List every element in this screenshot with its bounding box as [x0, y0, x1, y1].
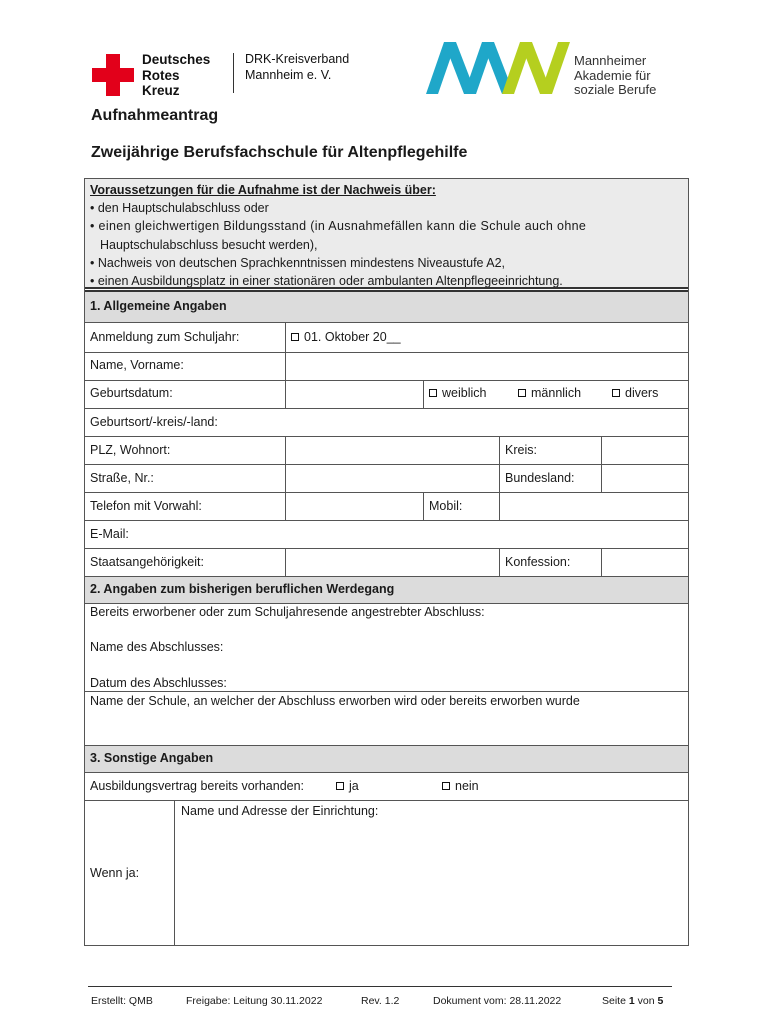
bundesland-label: Bundesland:: [505, 471, 575, 485]
checkbox-icon[interactable]: [336, 782, 344, 790]
telefon-field[interactable]: [286, 493, 423, 519]
logo-divider: [233, 53, 234, 93]
vertrag-label: Ausbildungsvertrag bereits vorhanden:: [90, 779, 305, 793]
drk-logo-text: Deutsches Rotes Kreuz: [142, 52, 211, 98]
gender-divers[interactable]: divers: [612, 386, 658, 400]
kreis-field[interactable]: [602, 437, 686, 463]
strasse-label: Straße, Nr.:: [90, 471, 154, 485]
anmeldung-option[interactable]: 01. Oktober 20__: [291, 330, 401, 344]
geburtsort-field[interactable]: [245, 409, 685, 435]
requirements-box: [85, 179, 688, 289]
telefon-label: Telefon mit Vorwahl:: [90, 499, 202, 513]
footer-dokument-datum: Dokument vom: 28.11.2022: [433, 995, 562, 1007]
requirements-heading: Voraussetzungen für die Aufnahme ist der Nachweis über:: [90, 183, 436, 197]
einrichtung-field[interactable]: [177, 823, 685, 941]
bundesland-field[interactable]: [602, 465, 686, 491]
konfession-field[interactable]: [602, 549, 686, 575]
email-label: E-Mail:: [90, 527, 129, 541]
document-subtitle: Zweijährige Berufsfachschule für Altenpflegehilfe: [91, 144, 468, 161]
section-2-header: 2. Angaben zum bisherigen beruflichen Werdegang: [85, 577, 688, 603]
requirement-item: • den Hauptschulabschluss oder: [90, 201, 269, 216]
staatsangehoerigkeit-field[interactable]: [286, 549, 499, 575]
schule-field[interactable]: [87, 711, 685, 743]
gender-weiblich[interactable]: weiblich: [429, 386, 486, 400]
name-label: Name, Vorname:: [90, 358, 184, 372]
mobil-field[interactable]: [500, 493, 686, 519]
checkbox-icon[interactable]: [612, 389, 620, 397]
name-field[interactable]: [286, 353, 686, 379]
datum-abschluss-label: Datum des Abschlusses:: [90, 676, 227, 690]
email-field[interactable]: [155, 521, 685, 547]
requirement-item: Hauptschulabschluss besucht werden),: [100, 237, 318, 252]
anmeldung-label: Anmeldung zum Schuljahr:: [90, 330, 240, 344]
strasse-field[interactable]: [286, 465, 499, 491]
vertrag-ja[interactable]: ja: [336, 779, 359, 793]
red-cross-logo: [92, 54, 134, 96]
footer-freigabe: Freigabe: Leitung 30.11.2022: [186, 995, 323, 1007]
requirement-item: • einen gleichwertigen Bildungsstand (in Ausnahmefällen kann die Schule auch ohne: [90, 219, 587, 234]
name-abschluss-label: Name des Abschlusses:: [90, 640, 224, 654]
geburtsort-label: Geburtsort/-kreis/-land:: [90, 415, 218, 429]
konfession-label: Konfession:: [505, 555, 571, 569]
geburtsdatum-field[interactable]: [286, 381, 423, 407]
vertrag-nein[interactable]: nein: [442, 779, 479, 793]
requirement-item: • einen Ausbildungsplatz in einer stationären oder ambulanten Altenpflegeeinrichtung.: [90, 274, 563, 289]
plz-label: PLZ, Wohnort:: [90, 443, 171, 457]
geburtsdatum-label: Geburtsdatum:: [90, 386, 173, 400]
kreis-label: Kreis:: [505, 443, 537, 457]
footer-revision: Rev. 1.2: [361, 995, 400, 1007]
academy-logo-icon: [426, 38, 576, 96]
academy-logo-text: Mannheimer Akademie für soziale Berufe: [574, 53, 657, 97]
checkbox-icon[interactable]: [291, 333, 299, 341]
footer-page-number: Seite 1 von 5: [602, 995, 664, 1007]
section-1-header: 1. Allgemeine Angaben: [85, 292, 688, 322]
footer-divider: [88, 986, 672, 987]
mobil-label: Mobil:: [429, 499, 463, 513]
einrichtung-label: Name und Adresse der Einrichtung:: [181, 804, 379, 818]
checkbox-icon[interactable]: [429, 389, 437, 397]
requirement-item: • Nachweis von deutschen Sprachkenntnissen mindestens Niveaustufe A2,: [90, 255, 506, 270]
wenn-ja-label: Wenn ja:: [90, 866, 140, 880]
section-3-header: 3. Sonstige Angaben: [85, 746, 688, 772]
drk-kreisverband-text: DRK-Kreisverband Mannheim e. V.: [245, 52, 350, 82]
plz-field[interactable]: [286, 437, 499, 463]
abschluss-label: Bereits erworbener oder zum Schuljahresende angestrebter Abschluss:: [90, 605, 485, 619]
staatsangehoerigkeit-label: Staatsangehörigkeit:: [90, 555, 204, 569]
schule-label: Name der Schule, an welcher der Abschluss erworben wird oder bereits erworben wurde: [90, 694, 580, 708]
gender-maennlich[interactable]: männlich: [518, 386, 581, 400]
document-title: Aufnahmeantrag: [91, 107, 219, 124]
application-form: [84, 178, 689, 946]
checkbox-icon[interactable]: [518, 389, 526, 397]
checkbox-icon[interactable]: [442, 782, 450, 790]
footer-erstellt: Erstellt: QMB: [91, 995, 153, 1007]
